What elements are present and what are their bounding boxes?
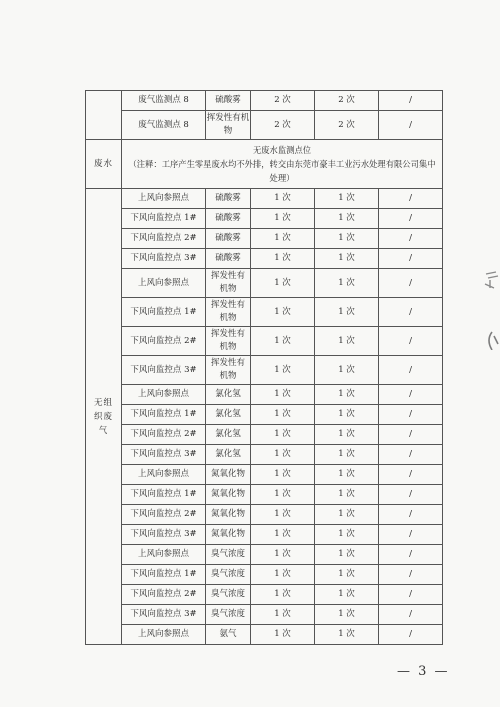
- freq-cell: 1 次: [315, 385, 379, 405]
- table-row: [86, 385, 443, 405]
- freq-cell: 1 次: [251, 585, 315, 605]
- table-row: [86, 605, 443, 625]
- slash-cell: /: [379, 525, 443, 545]
- wastewater-category: 废水: [86, 140, 122, 189]
- table-row: [86, 625, 443, 645]
- freq-cell: 1 次: [315, 269, 379, 298]
- point-cell: 上风向参照点: [122, 625, 206, 645]
- freq-cell: 1 次: [315, 505, 379, 525]
- point-cell: 上风向参照点: [122, 385, 206, 405]
- freq-cell: 2 次: [315, 111, 379, 140]
- freq-cell: 1 次: [315, 298, 379, 327]
- slash-cell: /: [379, 298, 443, 327]
- slash-cell: /: [379, 327, 443, 356]
- point-cell: 上风向参照点: [122, 269, 206, 298]
- item-cell: 臭气浓度: [206, 545, 251, 565]
- stamp-fragment-icon: [482, 330, 500, 350]
- freq-cell: 1 次: [251, 229, 315, 249]
- freq-cell: 1 次: [251, 445, 315, 465]
- point-cell: 下风向监控点 2#: [122, 585, 206, 605]
- item-cell: 挥发性有机物: [206, 327, 251, 356]
- freq-cell: 1 次: [251, 385, 315, 405]
- freq-cell: 1 次: [315, 625, 379, 645]
- table-row: [86, 298, 443, 327]
- freq-cell: 1 次: [251, 405, 315, 425]
- item-cell: 氯化氢: [206, 405, 251, 425]
- freq-cell: 1 次: [251, 356, 315, 385]
- slash-cell: /: [379, 465, 443, 485]
- table-row: [86, 545, 443, 565]
- slash-cell: /: [379, 385, 443, 405]
- table-row: [86, 405, 443, 425]
- point-cell: 下风向监控点 3#: [122, 525, 206, 545]
- freq-cell: 1 次: [251, 545, 315, 565]
- item-cell: 硫酸雾: [206, 189, 251, 209]
- item-cell: 氯化氢: [206, 425, 251, 445]
- table-row: [86, 485, 443, 505]
- table-row: [86, 229, 443, 249]
- item-cell: 挥发性有机物: [206, 111, 251, 140]
- freq-cell: 1 次: [251, 625, 315, 645]
- item-cell: 氮氧化物: [206, 505, 251, 525]
- table-row: [86, 356, 443, 385]
- point-cell: 下风向监控点 3#: [122, 249, 206, 269]
- freq-cell: 1 次: [251, 298, 315, 327]
- point-cell: 下风向监控点 1#: [122, 298, 206, 327]
- freq-cell: 1 次: [315, 405, 379, 425]
- freq-cell: 1 次: [251, 505, 315, 525]
- freq-cell: 1 次: [315, 229, 379, 249]
- freq-cell: 1 次: [251, 189, 315, 209]
- freq-cell: 1 次: [315, 605, 379, 625]
- point-cell: 下风向监控点 2#: [122, 425, 206, 445]
- slash-cell: /: [379, 91, 443, 111]
- point-cell: 上风向参照点: [122, 545, 206, 565]
- freq-cell: 1 次: [251, 565, 315, 585]
- freq-cell: 1 次: [251, 209, 315, 229]
- point-cell: 下风向监控点 3#: [122, 445, 206, 465]
- freq-cell: 1 次: [315, 209, 379, 229]
- item-cell: 硫酸雾: [206, 249, 251, 269]
- table-row: [86, 425, 443, 445]
- item-cell: 氯化氢: [206, 385, 251, 405]
- slash-cell: /: [379, 229, 443, 249]
- point-cell: 上风向参照点: [122, 189, 206, 209]
- point-cell: 下风向监控点 1#: [122, 485, 206, 505]
- freq-cell: 1 次: [251, 525, 315, 545]
- point-cell: 下风向监控点 3#: [122, 605, 206, 625]
- wastewater-note-cell: [122, 140, 443, 189]
- slash-cell: /: [379, 605, 443, 625]
- freq-cell: 2 次: [251, 111, 315, 140]
- slash-cell: /: [379, 445, 443, 465]
- point-cell: 下风向监控点 2#: [122, 229, 206, 249]
- table-row: [86, 465, 443, 485]
- table-row: [86, 189, 443, 209]
- point-cell: 下风向监控点 3#: [122, 356, 206, 385]
- table-row: [86, 585, 443, 605]
- point-cell: 下风向监控点 1#: [122, 565, 206, 585]
- item-cell: 氨气: [206, 625, 251, 645]
- freq-cell: 1 次: [251, 269, 315, 298]
- freq-cell: 1 次: [315, 356, 379, 385]
- item-cell: 氮氧化物: [206, 485, 251, 505]
- freq-cell: 1 次: [251, 327, 315, 356]
- freq-cell: 1 次: [315, 327, 379, 356]
- freq-cell: 1 次: [315, 189, 379, 209]
- item-cell: 挥发性有机物: [206, 269, 251, 298]
- item-cell: 挥发性有机物: [206, 356, 251, 385]
- slash-cell: /: [379, 356, 443, 385]
- freq-cell: 2 次: [315, 91, 379, 111]
- category-cell-empty: [86, 91, 122, 140]
- point-cell: 废气监测点 8: [122, 91, 206, 111]
- item-cell: 臭气浓度: [206, 605, 251, 625]
- freq-cell: 1 次: [315, 525, 379, 545]
- slash-cell: /: [379, 625, 443, 645]
- table-row: [86, 445, 443, 465]
- monitoring-table-body: [86, 91, 443, 645]
- slash-cell: /: [379, 485, 443, 505]
- stamp-fragment-icon: [482, 270, 500, 290]
- item-cell: 氮氧化物: [206, 525, 251, 545]
- fugitive-category: 无组织废气: [86, 189, 122, 645]
- freq-cell: 1 次: [315, 565, 379, 585]
- freq-cell: 1 次: [315, 485, 379, 505]
- slash-cell: /: [379, 269, 443, 298]
- slash-cell: /: [379, 585, 443, 605]
- table-row: [86, 525, 443, 545]
- freq-cell: 1 次: [251, 249, 315, 269]
- slash-cell: /: [379, 111, 443, 140]
- item-cell: 硫酸雾: [206, 91, 251, 111]
- page-number: — 3 —: [397, 664, 450, 679]
- wastewater-line1: 无废水监测点位: [252, 145, 312, 155]
- slash-cell: /: [379, 425, 443, 445]
- item-cell: 臭气浓度: [206, 585, 251, 605]
- table-row: [86, 111, 443, 140]
- point-cell: 下风向监控点 2#: [122, 327, 206, 356]
- wastewater-line2: （注释：工序产生零星废水均不外排，转交由东莞市豪丰工业污水处理有限公司集中处理）: [128, 159, 436, 183]
- item-cell: 氯化氢: [206, 445, 251, 465]
- table-row: [86, 209, 443, 229]
- freq-cell: 1 次: [251, 425, 315, 445]
- table-row: [86, 269, 443, 298]
- freq-cell: 1 次: [315, 585, 379, 605]
- freq-cell: 1 次: [251, 465, 315, 485]
- slash-cell: /: [379, 505, 443, 525]
- item-cell: 氮氧化物: [206, 465, 251, 485]
- table-row: [86, 505, 443, 525]
- point-cell: 下风向监控点 1#: [122, 209, 206, 229]
- slash-cell: /: [379, 249, 443, 269]
- freq-cell: 1 次: [315, 465, 379, 485]
- item-cell: 挥发性有机物: [206, 298, 251, 327]
- freq-cell: 1 次: [251, 485, 315, 505]
- slash-cell: /: [379, 189, 443, 209]
- point-cell: 下风向监控点 1#: [122, 405, 206, 425]
- point-cell: 废气监测点 8: [122, 111, 206, 140]
- slash-cell: /: [379, 565, 443, 585]
- table-row: [86, 327, 443, 356]
- freq-cell: 1 次: [315, 545, 379, 565]
- point-cell: 上风向参照点: [122, 465, 206, 485]
- slash-cell: /: [379, 209, 443, 229]
- freq-cell: 1 次: [315, 425, 379, 445]
- monitoring-table: [85, 90, 443, 645]
- item-cell: 臭气浓度: [206, 565, 251, 585]
- slash-cell: /: [379, 545, 443, 565]
- wastewater-row: [86, 140, 443, 189]
- item-cell: 硫酸雾: [206, 229, 251, 249]
- freq-cell: 1 次: [315, 249, 379, 269]
- freq-cell: 2 次: [251, 91, 315, 111]
- point-cell: 下风向监控点 2#: [122, 505, 206, 525]
- table-row: [86, 565, 443, 585]
- freq-cell: 1 次: [251, 605, 315, 625]
- slash-cell: /: [379, 405, 443, 425]
- item-cell: 硫酸雾: [206, 209, 251, 229]
- freq-cell: 1 次: [315, 445, 379, 465]
- table-row: [86, 249, 443, 269]
- table-row: [86, 91, 443, 111]
